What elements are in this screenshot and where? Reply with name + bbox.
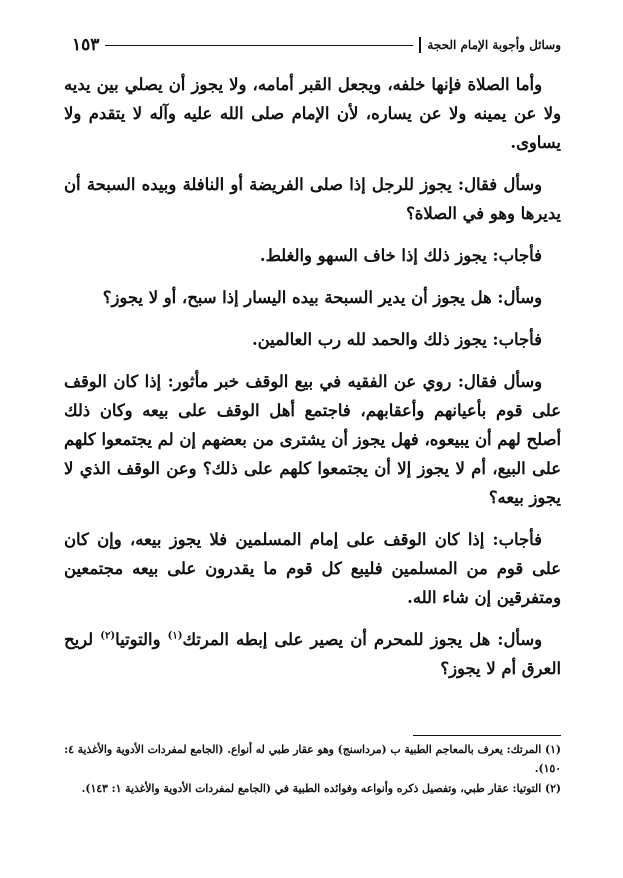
page-number: ١٥٣ [72, 35, 100, 55]
header-rule [105, 45, 413, 46]
footnote: (١) المرتك: يعرف بالمعاجم الطبية ب (مرداسنج) وهو عقار طبي له أنواع. (الجامع لمفردات الأدوية والأغذية ٤: ١٥٠). [64, 743, 561, 775]
header-title: وسائل وأجوبة الإمام الحجة [427, 38, 561, 52]
footnote-ref-1: (١) [167, 630, 183, 642]
paragraph: وأما الصلاة فإنها خلفه، ويجعل القبر أمامه، ولا يجوز أن يصلي بين يديه ولا عن يمينه ولا عن يساره، لأن الإمام صلى الله عليه وآله لا يتقدم ولا يساوى. [64, 75, 561, 152]
footnote-rule [413, 735, 561, 736]
paragraph: فأجاب: إذا كان الوقف على إمام المسلمين فلا يجوز بيعه، وإن كان على قوم من المسلمين فليبع كل قوم ما يقدرون على بيعه مجتمعين ومتفرقين إن شاء الله. [64, 530, 561, 607]
header-separator [419, 37, 421, 53]
paragraph: وسأل فقال: يجوز للرجل إذا صلى الفريضة أو النافلة وبيده السبحة أن يديرها وهو في الصلاة؟ [64, 175, 561, 223]
footnotes [64, 740, 561, 799]
paragraph: فأجاب: يجوز ذلك إذا خاف السهو والغلط. [259, 246, 542, 265]
paragraph: فأجاب: يجوز ذلك والحمد لله رب العالمين. [251, 330, 542, 349]
paragraph: وسأل: هل يجوز أن يدير السبحة بيده اليسار إذا سبح، أو لا يجوز؟ [102, 288, 542, 307]
question-text: وسأل: هل يجوز للمحرم أن يصير على إبطه المرتك [182, 630, 542, 649]
paragraph: وسأل فقال: روي عن الفقيه في بيع الوقف خبر مأثور: إذا كان الوقف على قوم بأعيانهم وأعقابهم، فاجتمع أهل الوقف على بيعه وكان ذلك أصلح لهم أن يبيعوه، فهل يجوز أن يشترى من بعضهم إن لم يجتمعوا كلهم على البيع، أم لا يجوز إلا أن يجتمعوا كلهم على ذلك؟ وعن الوقف الذي لا يجوز بيعه؟ [64, 372, 561, 507]
footnote-ref-2: (٢) [100, 630, 116, 642]
question-paragraph [64, 625, 561, 683]
question-text: والتوتيا [115, 630, 168, 649]
footnote: (٢) التوتيا: عقار طبي، وتفصيل ذكره وأنواعه وفوائده الطبية في (الجامع لمفردات الأدوية والأغذية ١: ١٤٣). [81, 782, 561, 795]
running-header [72, 34, 561, 56]
question-text: لريح العرق أم لا يجوز؟ [64, 630, 561, 678]
body-text [64, 70, 561, 696]
